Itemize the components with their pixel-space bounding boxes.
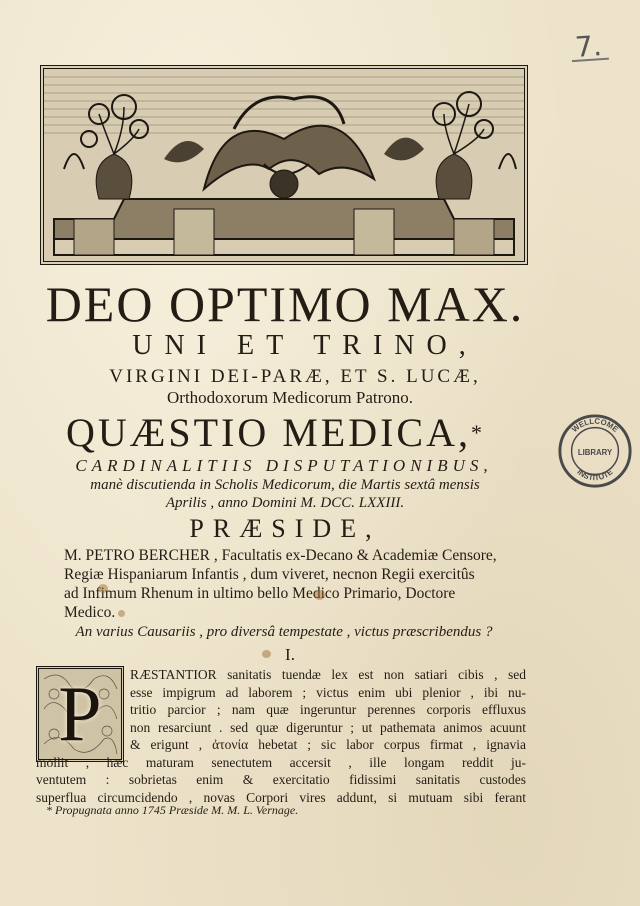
- foxing-stain: [314, 590, 325, 600]
- preside-heading: PRÆSIDE,: [189, 514, 381, 543]
- question-title: [66, 410, 536, 456]
- body-paragraph: [36, 666, 526, 806]
- preside-line: ad Infimum Rhenum in ultimo bello Medico Primario, Doctore: [64, 585, 456, 602]
- paragraph-line: esse impigrum ad laborem ; victus enim ubi plenior , ibi nu-: [130, 684, 526, 700]
- paragraph-line: ventutem : sobrietas enim & exercitatio fidissimi sanitatis custodes: [36, 772, 526, 787]
- svg-text:WELLCOME: WELLCOME: [570, 416, 621, 435]
- paragraph-line: & erigunt , ἀτονία hebetat ; sic labor corpus firmat , ignavia: [130, 737, 526, 752]
- preside-line: M. PETRO BERCHER , Facultatis ex-Decano & Academiæ Censore,: [64, 547, 497, 564]
- schedule-line-1: manè discutienda in Scholis Medicorum, die Martis sextâ mensis: [90, 477, 480, 493]
- headpiece-ornament-icon: [44, 69, 524, 261]
- foxing-stain: [118, 610, 125, 617]
- footnote-asterisk: *: [471, 420, 485, 445]
- svg-text:LIBRARY: LIBRARY: [577, 447, 613, 457]
- virgin-line: VIRGINI DEI-PARÆ, ET S. LUCÆ,: [109, 366, 481, 387]
- library-stamp: [556, 412, 634, 490]
- footnote: * Propugnata anno 1745 Præside M. M. L. Vernage.: [46, 803, 299, 817]
- decorated-initial: [36, 666, 124, 762]
- foxing-stain: [98, 584, 108, 593]
- foxing-stain: [262, 650, 271, 658]
- question-title-text: QUÆSTIO MEDICA,: [66, 410, 471, 455]
- preside-line: Medico.: [64, 604, 116, 621]
- paragraph-line: RÆSTANTIOR sanitatis tuendæ lex est non satiari cibis , sed: [130, 667, 526, 682]
- stamp-seal-icon: [556, 412, 634, 490]
- engraved-headpiece: [40, 65, 528, 265]
- paragraph-line: superflua circumcidendo , novas Corpori vires addunt, si mutuam sibi ferant: [36, 789, 526, 805]
- disputation-line: CARDINALITIIS DISPUTATIONIBUS,: [75, 456, 493, 475]
- paragraph-line: tritio parcior ; nam quæ ingeruntur perennes corporis effluxus: [130, 702, 526, 717]
- thesis-question: An varius Causariis , pro diversâ tempestate , victus præscribendus ?: [75, 624, 493, 640]
- paragraph-line: non resarciunt . sed quæ digeruntur ; ut pathemata animos acuunt: [130, 719, 526, 735]
- svg-text:INSTITUTE: INSTITUTE: [575, 467, 615, 483]
- paragraph-line: mollit , hæc maturam senectutem accersit , ille longam reddit ju-: [36, 754, 526, 770]
- patron-line: Orthodoxorum Medicorum Patrono.: [167, 388, 413, 407]
- schedule-line-2: Aprilis , anno Domini M. DCC. LXXIII.: [165, 495, 405, 511]
- preside-line: Regiæ Hispaniarum Infantis , dum viveret, necnon Regii exercitûs: [64, 566, 475, 583]
- section-number: I.: [285, 645, 295, 664]
- dedication-heading: DEO OPTIMO MAX.: [45, 276, 525, 332]
- folio-number: 7.: [573, 29, 603, 64]
- initial-letter: P: [58, 670, 102, 757]
- trinity-line: UNI ET TRINO,: [132, 330, 478, 361]
- preside-description: [64, 546, 526, 622]
